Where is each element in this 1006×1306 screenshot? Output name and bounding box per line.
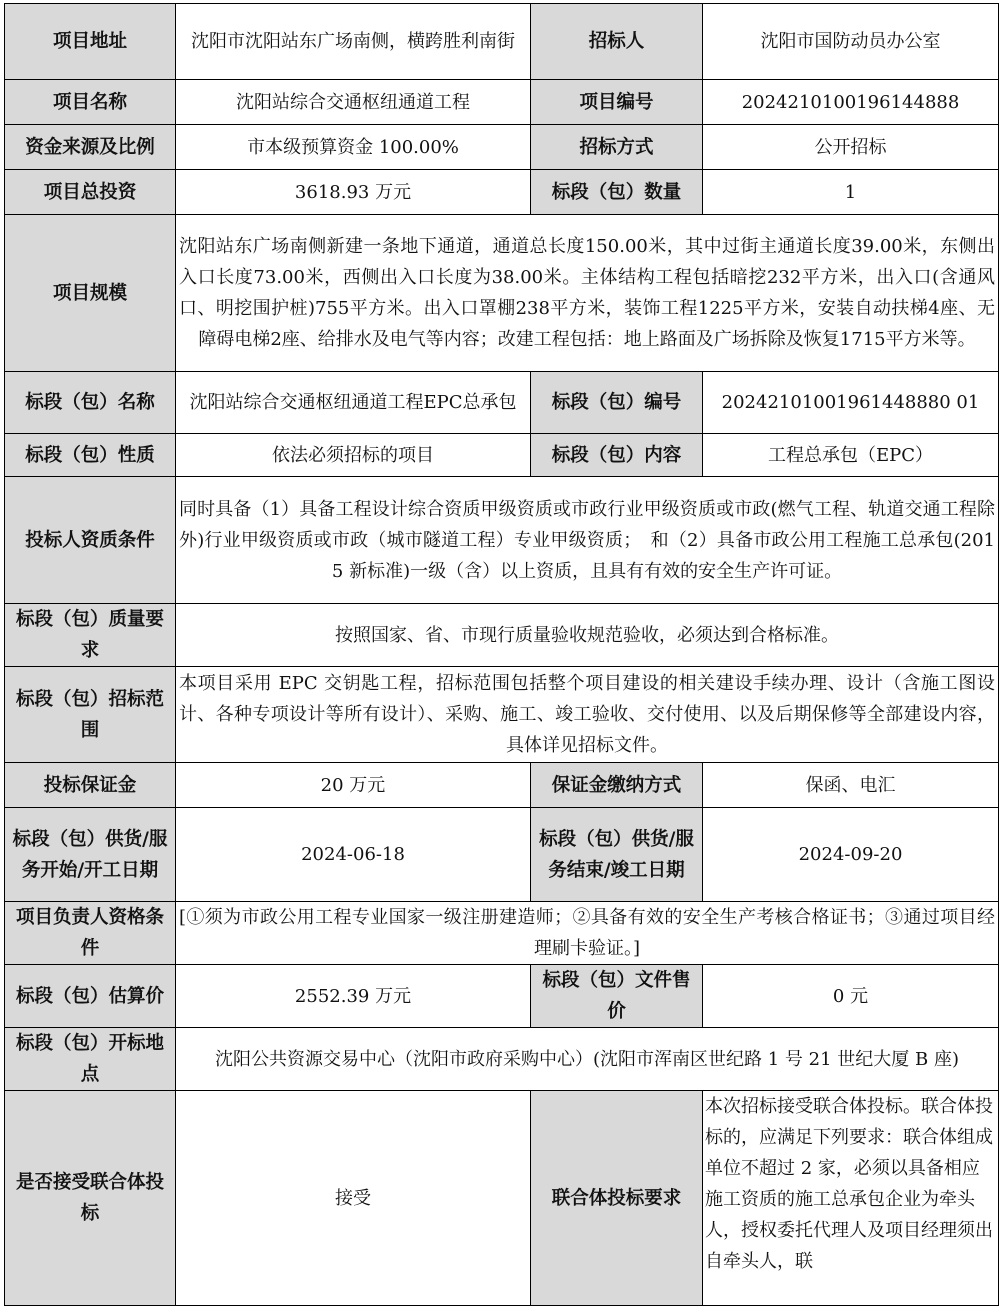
- row-consortium: [5, 1091, 999, 1306]
- value-project-number: 2024210100196144888: [703, 80, 999, 125]
- label-manager-qualification: 项目负责人资格条件: [5, 902, 176, 965]
- row-project-address: [5, 4, 999, 80]
- value-estimate: 2552.39 万元: [176, 965, 531, 1028]
- value-bid-scope: 本项目采用 EPC 交钥匙工程，招标范围包括整个项目建设的相关建设手续办理、设计（含施工图设计、各种专项设计等所有设计）、采购、施工、竣工验收、交付使用、以及后期保修等全部建设内容，具体详见招标文件。: [176, 667, 999, 763]
- value-section-content: 工程总承包（EPC）: [703, 434, 999, 477]
- label-section-nature: 标段（包）性质: [5, 434, 176, 477]
- value-total-investment: 3618.93 万元: [176, 170, 531, 215]
- value-bid-bond: 20 万元: [176, 763, 531, 808]
- row-quality-requirement: [5, 604, 999, 667]
- row-project-name: [5, 80, 999, 125]
- value-bidder-qualification: 同时具备（1）具备工程设计综合资质甲级资质或市政行业甲级资质或市政(燃气工程、轨道交通工程除外)行业甲级资质或市政（城市隧道工程）专业甲级资质； 和（2）具备市政公用工程施工总承包(2015 新标准)一级（含）以上资质，且具有有效的安全生产许可证。: [176, 477, 999, 604]
- row-total-investment: [5, 170, 999, 215]
- label-section-number: 标段（包）编号: [531, 372, 703, 434]
- label-quality-requirement: 标段（包）质量要求: [5, 604, 176, 667]
- value-bid-method: 公开招标: [703, 125, 999, 170]
- value-bond-payment: 保函、电汇: [703, 763, 999, 808]
- label-start-date: 标段（包）供货/服务开始/开工日期: [5, 808, 176, 902]
- label-section-name: 标段（包）名称: [5, 372, 176, 434]
- label-project-address: 项目地址: [5, 4, 176, 80]
- value-consortium: 接受: [176, 1091, 531, 1306]
- tender-info-table: [4, 3, 999, 1306]
- label-consortium: 是否接受联合体投标: [5, 1091, 176, 1306]
- row-manager-qualification: [5, 902, 999, 965]
- label-project-scale: 项目规模: [5, 215, 176, 372]
- value-end-date: 2024-09-20: [703, 808, 999, 902]
- row-section-nature: [5, 434, 999, 477]
- row-opening-location: [5, 1028, 999, 1091]
- value-project-address: 沈阳市沈阳站东广场南侧，横跨胜利南街: [176, 4, 531, 80]
- value-consortium-requirement: 本次招标接受联合体投标。联合体投标的，应满足下列要求：联合体组成单位不超过 2 家，必须以具备相应施工资质的施工总承包企业为牵头人，授权委托代理人及项目经理须出自牵头人，联: [703, 1091, 999, 1306]
- value-fund-source: 市本级预算资金 100.00%: [176, 125, 531, 170]
- label-estimate: 标段（包）估算价: [5, 965, 176, 1028]
- value-section-name: 沈阳站综合交通枢纽通道工程EPC总承包: [176, 372, 531, 434]
- row-bid-bond: [5, 763, 999, 808]
- value-file-price: 0 元: [703, 965, 999, 1028]
- label-bond-payment: 保证金缴纳方式: [531, 763, 703, 808]
- value-section-nature: 依法必须招标的项目: [176, 434, 531, 477]
- label-fund-source: 资金来源及比例: [5, 125, 176, 170]
- row-section-name: [5, 372, 999, 434]
- label-file-price: 标段（包）文件售价: [531, 965, 703, 1028]
- row-project-scale: [5, 215, 999, 372]
- row-dates: [5, 808, 999, 902]
- value-project-scale: 沈阳站东广场南侧新建一条地下通道，通道总长度150.00米，其中过街主通道长度39.00米，东侧出入口长度73.00米，西侧出入口长度为38.00米。主体结构工程包括暗挖232平方米，出入口(含通风口、明挖围护桩)755平方米。出入口罩棚238平方米，装饰工程1225平方米，安装自动扶梯4座、无障碍电梯2座、给排水及电气等内容；改建工程包括：地上路面及广场拆除及恢复1715平方米等。: [176, 215, 999, 372]
- label-section-content: 标段（包）内容: [531, 434, 703, 477]
- label-opening-location: 标段（包）开标地点: [5, 1028, 176, 1091]
- value-section-count: 1: [703, 170, 999, 215]
- value-opening-location: 沈阳公共资源交易中心（沈阳市政府采购中心）(沈阳市浑南区世纪路 1 号 21 世纪大厦 B 座): [176, 1028, 999, 1091]
- value-section-number: 20242101001961448880 01: [703, 372, 999, 434]
- label-project-number: 项目编号: [531, 80, 703, 125]
- row-estimate: [5, 965, 999, 1028]
- value-start-date: 2024-06-18: [176, 808, 531, 902]
- label-bid-scope: 标段（包）招标范围: [5, 667, 176, 763]
- label-bid-method: 招标方式: [531, 125, 703, 170]
- value-manager-qualification: [①须为市政公用工程专业国家一级注册建造师；②具备有效的安全生产考核合格证书；③通过项目经理刷卡验证。]: [176, 902, 999, 965]
- row-bid-scope: [5, 667, 999, 763]
- value-project-name: 沈阳站综合交通枢纽通道工程: [176, 80, 531, 125]
- label-project-name: 项目名称: [5, 80, 176, 125]
- value-quality-requirement: 按照国家、省、市现行质量验收规范验收，必须达到合格标准。: [176, 604, 999, 667]
- label-bidder-qualification: 投标人资质条件: [5, 477, 176, 604]
- label-consortium-requirement: 联合体投标要求: [531, 1091, 703, 1306]
- row-bidder-qualification: [5, 477, 999, 604]
- label-end-date: 标段（包）供货/服务结束/竣工日期: [531, 808, 703, 902]
- label-bid-bond: 投标保证金: [5, 763, 176, 808]
- label-total-investment: 项目总投资: [5, 170, 176, 215]
- row-fund-source: [5, 125, 999, 170]
- label-tenderer: 招标人: [531, 4, 703, 80]
- value-tenderer: 沈阳市国防动员办公室: [703, 4, 999, 80]
- label-section-count: 标段（包）数量: [531, 170, 703, 215]
